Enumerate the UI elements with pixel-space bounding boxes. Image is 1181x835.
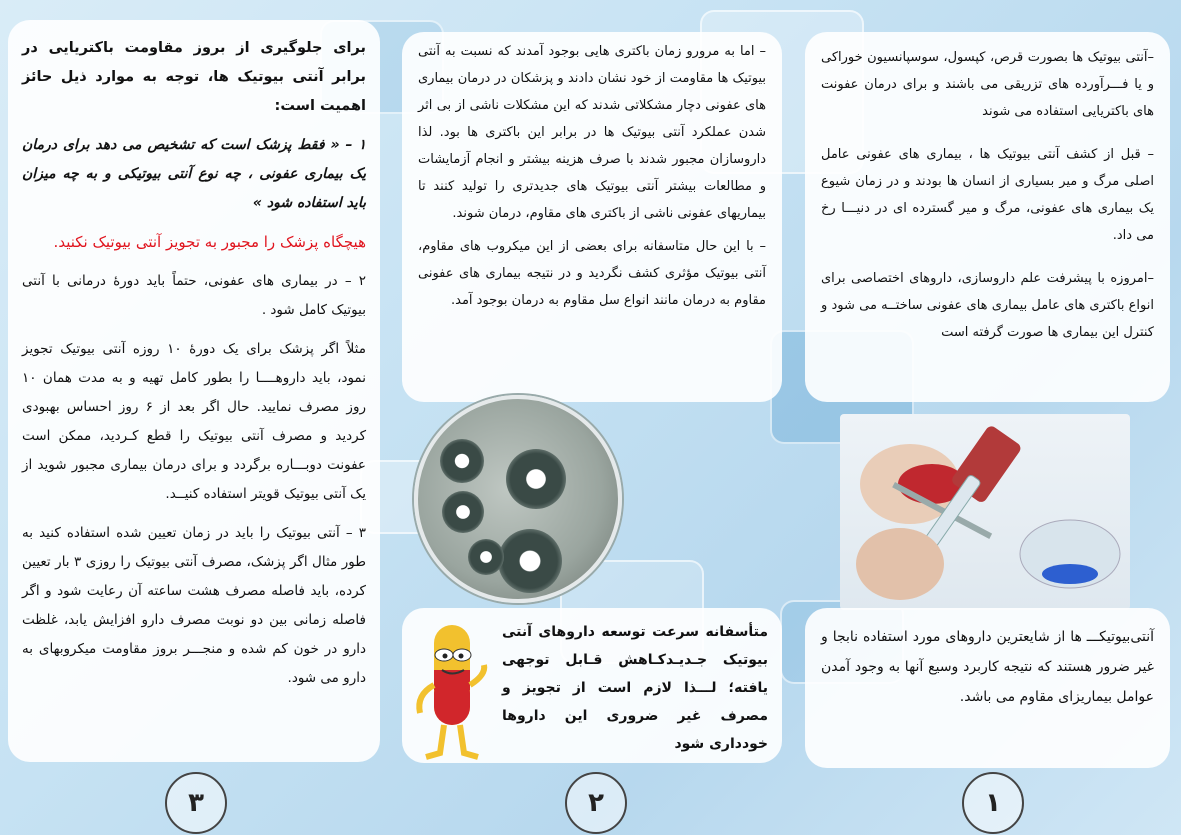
guideline-item-1: ۱ – « فقط پزشک است که تشخیص می دهد برای درمان یک بیماری عفونی ، چه نوع آنتی بیوتیکی و به چه میزان باید استفاده شود » [22,137,366,211]
summary-text: آنتی‌بیوتیکـــ ها از شایعترین داروهای مورد استفاده نابجا و غیر ضرور هستند که نتیجه کاربرد وسیع آنها به وجود آمدن عوامل بیماریزای مقاوم می باشد. [821,629,1154,705]
guideline-item-2: ۲ – در بیماری های عفونی، حتماً باید دورهٔ درمانی با آنتی بیوتیک کامل شود . [22,273,366,318]
inhibition-zone [506,449,566,509]
syringe-medicine-photo [840,414,1130,610]
paragraph: – با این حال متاسفانه برای بعضی از این میکروب های مقاوم، آنتی بیوتیک مؤثری کشف نگردید و در نتیجه بیماری های عفونی مقاوم به درمان مانند انواع سل مقاوم به درمان بوجود آمد. [418,239,766,308]
inhibition-zone [468,539,504,575]
guideline-item-3: ۳ – آنتی بیوتیک را باید در زمان تعیین شده استفاده کنید به طور مثال اگر پزشک، مصرف آنتی بیوتیک را روزی ۳ بار تعیین کرده، باید فاصله مصرف هشت ساعته آن رعایت شود و اگر فاصله زمانی بین دو نوبت مصرف دارو افزایش یابد، غلظت دارو در خون کم شده و منجـــر بروز مقاومت میکروبهای به دارو می شود. [22,525,366,686]
paragraph: –آنتی بیوتیک ها بصورت قرص، کپسول، سوسپانسیون خوراکی و یا فـــرآورده های تزریقی می باشند و برای درمان عفونت های باکتریایی استفاده می شوند [821,50,1154,119]
petri-dish-photo [414,395,622,603]
paragraph: –امروزه با پیشرفت علم داروسازی، داروهای اختصاصی برای انواع باکتری های عامل بیماری های عفونی ساختــه می شود و کنترل این بیماری ها صورت گرفته است [821,271,1154,340]
guideline-item-2-example: مثلاً اگر پزشک برای یک دورهٔ ۱۰ روزه آنتی بیوتیک تجویز نمود، باید داروهــــا را بطور کامل تهیه و به مدت همان ۱۰ روز مصرف نمایید. حال اگر بعد از ۶ روز احساس بهبودی کردید و مصرف آنتی بیوتیک را قطع کـردید، ممکن است عفونت دوبـــاره برگردد و برای درمان بیماری مجبور شوید از یک آنتی بیوتیک قویتر استفاده کنیــد. [22,341,366,502]
capsule-mascot-icon [406,615,498,765]
paragraph: – قبل از کشف آنتی بیوتیک ها ، بیماری های عفونی عامل اصلی مرگ و میر بسیاری از انسان ها بودند و در زمان شیوع یک بیماری های عفونی، مرگ و میر گسترده ای در دنیـــا رخ می داد. [821,147,1154,243]
panel-1-summary [805,608,1170,768]
guideline-warning: هیچگاه پزشک را مجبور به تجویز آنتی بیوتیک نکنید. [53,233,366,251]
page-number-2: ۲ [565,772,627,834]
guidelines-heading: برای جلوگیری از بروز مقاومت باکتریایی در برابر آنتی بیوتیک ها، توجه به موارد ذیل حائز اهمیت است: [22,40,366,114]
panel-2-resistance [402,32,782,402]
inhibition-zone [442,491,484,533]
paragraph: – اما به مرورو زمان باکتری هایی بوجود آمدند که نسبت به آنتی بیوتیک ها مقاومت از خود نشان دادند و پزشکان در درمان بیماری های عفونی دچار مشکلاتی شدند که این مشکلات ناشی از بی اثر شدن عملکرد آنتی بیوتیک ها در برابر این باکتری ها بود. لذا داروسازان مجبور شدند با صرف هزینه بیشتر و انجام آزمایشات و مطالعات بیشتر آنتی بیوتیک های جدیدتری را تولید کنند تا بیماریهای عفونی ناشی از باکتری های مقاوم، درمان شوند. [418,44,766,221]
warning-text: متأسفانه سرعت توسعه داروهای آنتی بیوتیک جـدیـدکـاهش قـابل توجهی یافته؛ لـــذا لازم است از تجویز و مصرف غیر ضروری این داروها خودداری شود [502,624,768,752]
panel-3-guidelines [8,20,380,762]
inhibition-zone [498,529,562,593]
page-number-3: ۳ [165,772,227,834]
inhibition-zone [440,439,484,483]
panel-1-intro [805,32,1170,402]
page-number-1: ۱ [962,772,1024,834]
